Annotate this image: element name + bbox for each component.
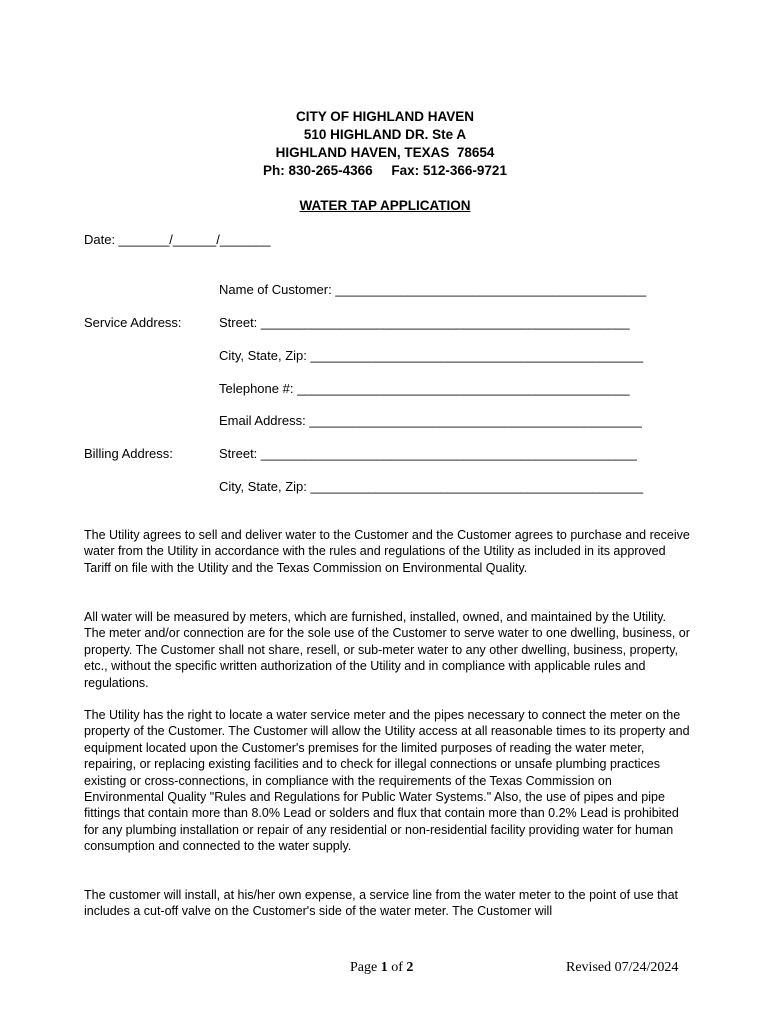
- page-of: of: [391, 960, 403, 975]
- paragraph-metering: All water will be measured by meters, which are furnished, installed, owned, and maintained by the Utility. The meter and/or connection are for the sole use of the Customer to serve water to one dwelling, business, or property. The Customer shall not share, resell, or sub-meter water to any other dwelling, business, property, etc., without the specific written authorization of the Utility and in compliance with applicable rules and regulations.: [84, 610, 690, 690]
- page-current: 1: [380, 960, 388, 975]
- billing-address-label: Billing Address:: [84, 446, 173, 461]
- service-city-state-zip-field[interactable]: City, State, Zip: ______________________________________________: [219, 348, 644, 363]
- page-word: Page: [350, 960, 378, 975]
- telephone-field[interactable]: Telephone #: ______________________________________________: [219, 381, 630, 396]
- org-name: CITY OF HIGHLAND HAVEN: [295, 109, 474, 124]
- service-address-label: Service Address:: [84, 315, 182, 330]
- page-total: 2: [406, 960, 414, 975]
- org-phone-fax: Ph: 830-265-4366 Fax: 512-366-9721: [263, 163, 507, 178]
- revision-date: Revised 07/24/2024: [566, 960, 679, 975]
- org-address: 510 HIGHLAND DR. Ste A: [303, 127, 467, 142]
- org-city: HIGHLAND HAVEN, TEXAS 78654: [275, 145, 495, 160]
- email-field[interactable]: Email Address: ______________________________________________: [219, 413, 642, 428]
- page-number: [350, 960, 413, 976]
- date-field[interactable]: Date: _______/______/_______: [84, 232, 271, 247]
- paragraph-service-line: The customer will install, at his/her own expense, a service line from the water meter to the point of use that includes a cut-off valve on the Customer's side of the water meter. The Customer will: [84, 888, 679, 919]
- letterhead: [0, 108, 770, 180]
- paragraph-access: The Utility has the right to locate a water service meter and the pipes necessary to connect the meter on the property of the Customer. The Customer will allow the Utility access at all reasonable times to its property and equipment located upon the Customer's premises for the limited purposes of reading the water meter, repairing, or replacing existing facilities and to check for illegal connections or unsafe plumbing practices existing or cross-connections, in compliance with the requirements of the Texas Commission on Environmental Quality "Rules and Regulations for Public Water Systems." Also, the use of pipes and pipe fittings that contain more than 8.0% Lead or solders and flux that contain more than 0.2% Lead is prohibited for any plumbing installation or repair of any residential or non-residential facility providing water for human consumption and connected to the water supply.: [84, 708, 690, 854]
- service-street-field[interactable]: Street: ___________________________________________________: [219, 315, 630, 330]
- billing-city-state-zip-field[interactable]: City, State, Zip: ______________________________________________: [219, 479, 644, 494]
- form-title: WATER TAP APPLICATION: [299, 198, 471, 213]
- paragraph-agreement: The Utility agrees to sell and deliver water to the Customer and the Customer agrees to purchase and receive water from the Utility in accordance with the rules and regulations of the Utility as included in its approved Tariff on file with the Utility and the Texas Commission on Environmental Quality.: [84, 528, 690, 575]
- billing-street-field[interactable]: Street: ____________________________________________________: [219, 446, 637, 461]
- customer-name-field[interactable]: Name of Customer: ___________________________________________: [219, 282, 647, 297]
